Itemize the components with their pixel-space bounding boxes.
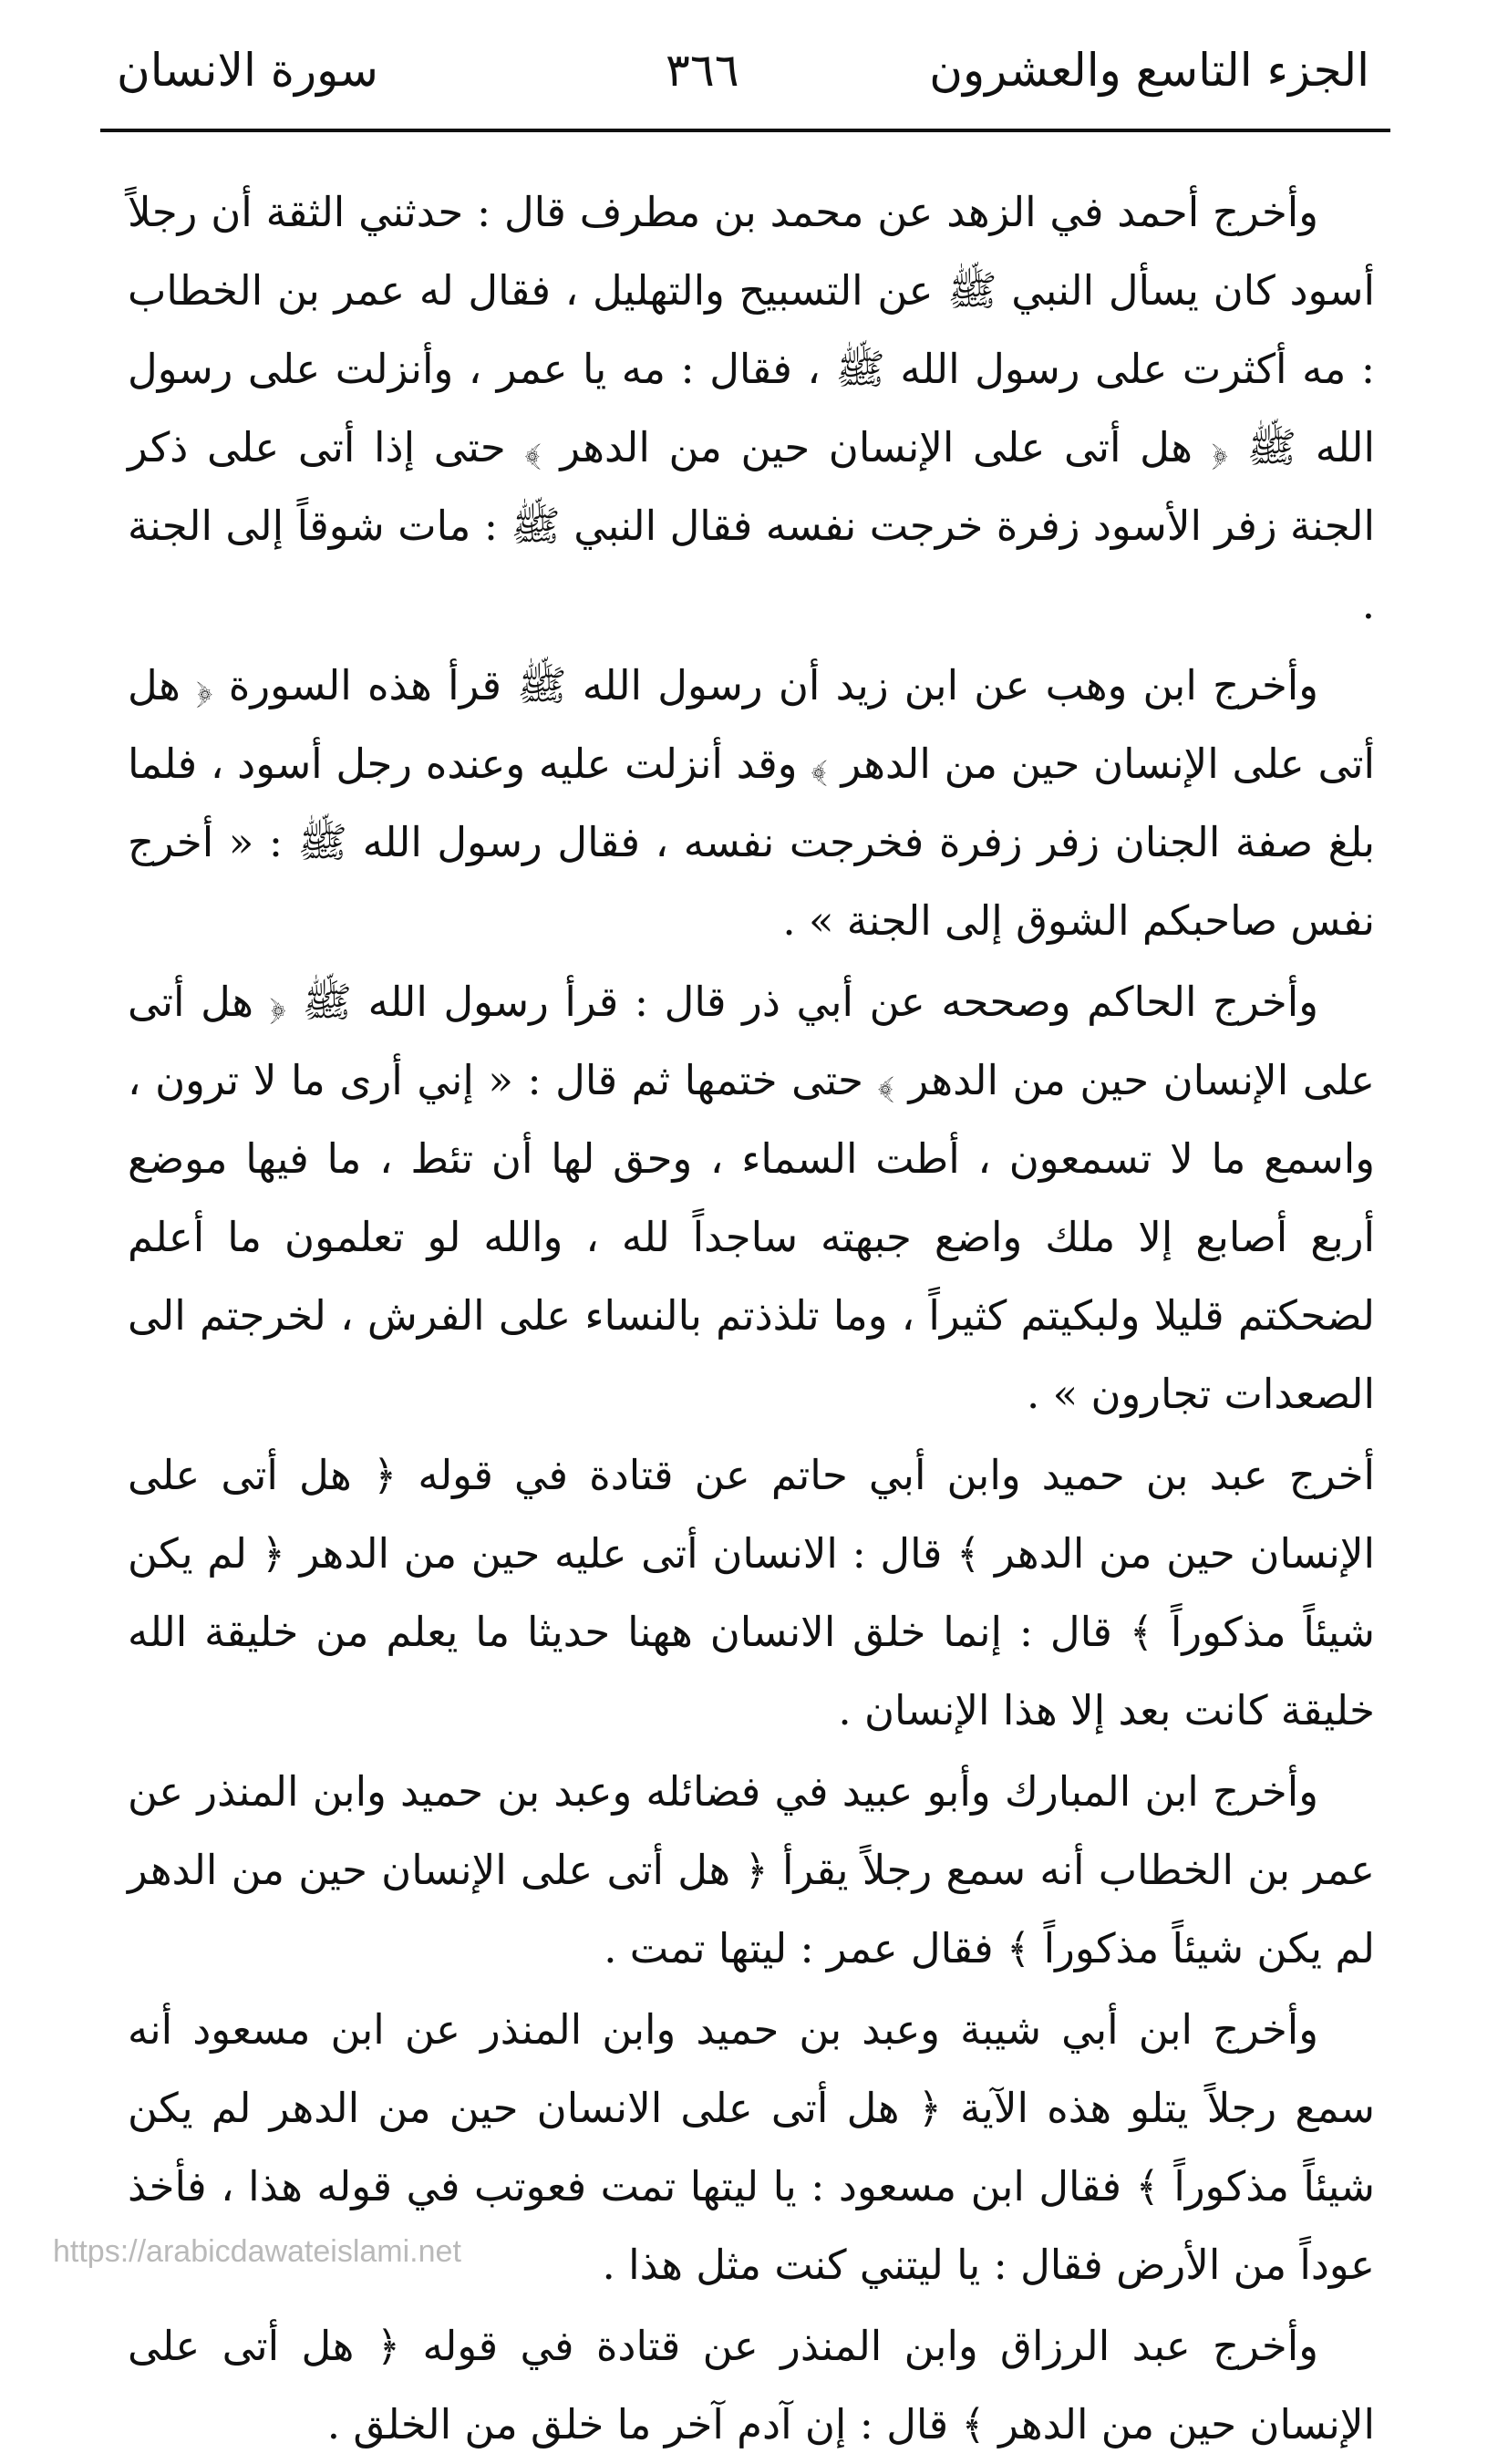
- paragraph-text: وأخرج ابن وهب عن ابن زيد أن رسول الله ﷺ قرأ هذه السورة ﴿ هل أتى على الإنسان حين من الدهر ﴾ وقد أنزلت عليه وعنده رجل أسود ، فلما بلغ صفة الجنان زفر زفرة فخرجت نفسه ، فقال رسول الله ﷺ : « أخرج نفس صاحبكم الشوق إلى الجنة » .: [128, 661, 1375, 945]
- paragraph-text: أخرج عبد بن حميد وابن أبي حاتم عن قتادة في قوله ﴿ هل أتى على الإنسان حين من الدهر ﴾ قال : الانسان أتى عليه حين من الدهر ﴿ لم يكن شيئاً مذكوراً ﴾ قال : إنما خلق الانسان ههنا حديثا ما يعلم من خليقة الله خليقة كانت بعد إلا هذا الإنسان .: [128, 1451, 1375, 1734]
- running-header-surah: سورة الانسان: [117, 44, 378, 97]
- paragraph-1: [128, 173, 1375, 644]
- paragraph-3: [128, 963, 1375, 1434]
- page-number: ٣٦٦: [666, 44, 739, 97]
- paragraph-text: وأخرج أحمد في الزهد عن محمد بن مطرف قال : حدثني الثقة أن رجلاً أسود كان يسأل النبي ﷺ عن التسبيح والتهليل ، فقال له عمر بن الخطاب : مه أكثرت على رسول الله ﷺ ، فقال : مه يا عمر ، وأنزلت على رسول الله ﷺ ﴿ هل أتى على الإنسان حين من الدهر ﴾ حتى إذا أتى على ذكر الجنة زفر الأسود زفرة خرجت نفسه فقال النبي ﷺ : مات شوقاً إلى الجنة .: [128, 188, 1375, 628]
- page-body: [128, 173, 1375, 2464]
- watermark-url: https://arabicdawateislami.net: [53, 2234, 461, 2269]
- header-rule: [100, 129, 1390, 132]
- paragraph-text: وأخرج ابن أبي شيبة وعبد بن حميد وابن المنذر عن ابن مسعود أنه سمع رجلاً يتلو هذه الآية ﴿ هل أتى على الانسان حين من الدهر لم يكن شيئاً مذكوراً ﴾ فقال ابن مسعود : يا ليتها تمت فعوتب في قوله هذا ، فأخذ عوداً من الأرض فقال : يا ليتني كنت مثل هذا .: [128, 2005, 1375, 2289]
- paragraph-text: وأخرج الحاكم وصححه عن أبي ذر قال : قرأ رسول الله ﷺ ﴿ هل أتى على الإنسان حين من الدهر ﴾ حتى ختمها ثم قال : « إني أرى ما لا ترون ، واسمع ما لا تسمعون ، أطت السماء ، وحق لها أن تئط ، ما فيها موضع أربع أصابع إلا ملك واضع جبهته ساجداً لله ، والله لو تعلمون ما أعلم لضحكتم قليلا ولبكيتم كثيراً ، وما تلذذتم بالنساء على الفرش ، لخرجتم الى الصعدات تجارون » .: [128, 978, 1375, 1418]
- paragraph-2: [128, 647, 1375, 960]
- paragraph-text: وأخرج ابن المبارك وأبو عبيد في فضائله وعبد بن حميد وابن المنذر عن عمر بن الخطاب أنه سمع رجلاً يقرأ ﴿ هل أتى على الإنسان حين من الدهر لم يكن شيئاً مذكوراً ﴾ فقال عمر : ليتها تمت .: [128, 1767, 1375, 1972]
- paragraph-text: وأخرج عبد الرزاق وابن المنذر عن قتادة في قوله ﴿ هل أتى على الإنسان حين من الدهر ﴾ قال : إن آدم آخر ما خلق من الخلق .: [128, 2322, 1375, 2448]
- paragraph-4: [128, 1436, 1375, 1750]
- running-header-part: الجزء التاسع والعشرون: [929, 44, 1369, 97]
- paragraph-5: [128, 1753, 1375, 1988]
- paragraph-7: [128, 2307, 1375, 2464]
